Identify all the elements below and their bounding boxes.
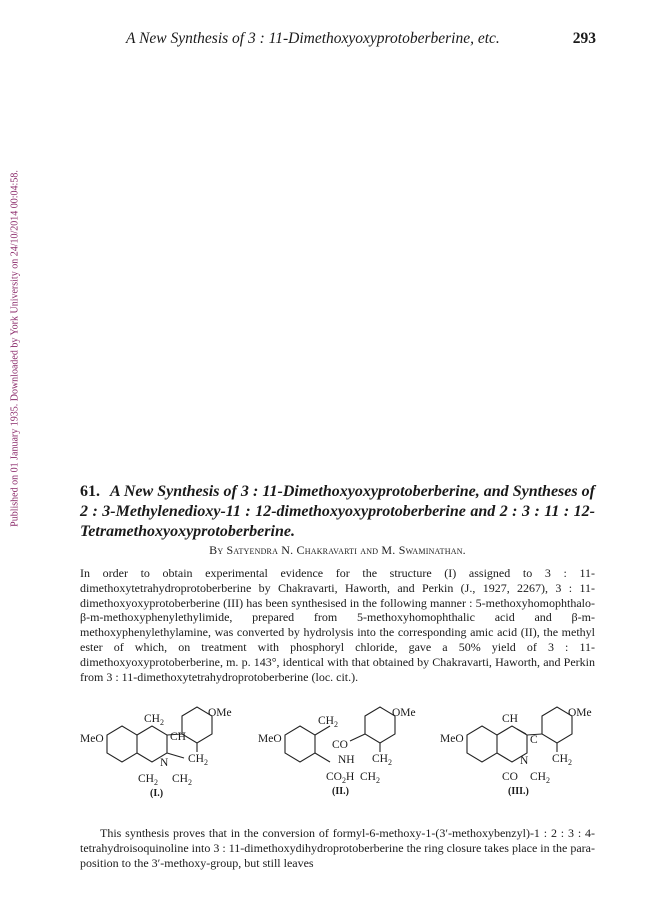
structure-III-n: N	[520, 755, 529, 767]
structure-III-label: (III.)	[508, 786, 529, 797]
structure-II-ch2-top	[318, 715, 338, 729]
structure-I-ch2-br-text: CH	[172, 773, 188, 785]
article-authors: By Satyendra N. Chakravarti and M. Swaminathan.	[209, 543, 466, 557]
structure-II-ch2-right	[372, 753, 392, 767]
structure-III-ome: OMe	[568, 707, 592, 719]
structure-I-ch2-bl-text: CH	[138, 773, 154, 785]
structure-II-bond	[315, 753, 330, 762]
structure-II-ring-left	[285, 726, 315, 762]
structure-II-co: CO	[332, 739, 348, 751]
structure-I-meo: MeO	[80, 733, 104, 745]
structure-III-ch: CH	[502, 713, 518, 725]
structure-I-ch2-bl	[138, 773, 158, 787]
structure-III-ch2-right	[552, 753, 572, 767]
structure-II-meo: MeO	[258, 733, 282, 745]
structure-III-co: CO	[502, 771, 518, 783]
structure-I	[80, 707, 232, 799]
structure-II-ch2-bottom-text: CH	[360, 771, 376, 783]
structure-I-ring-left	[107, 726, 137, 762]
structure-III-c: C	[530, 734, 538, 746]
structure-II-bond	[315, 726, 330, 735]
structure-III-meo: MeO	[440, 733, 464, 745]
structure-III-ch2-bottom-sub: 2	[545, 776, 550, 785]
structure-I-label: (I.)	[150, 788, 164, 799]
structure-II-ome: OMe	[392, 707, 416, 719]
article-title-text: A New Synthesis of 3 : 11-Dimethoxyoxyprotoberberine, and Syntheses of 2 : 3-Methylenedioxy-11 : 12-dimethoxyoxyprotoberberine and 2 : 3 : 11 : 12-Tetramethoxyoxyprotoberberine.	[80, 483, 595, 540]
structure-II	[258, 707, 416, 797]
structure-III-ch2-right-text: CH	[552, 753, 568, 765]
paragraph-intro: In order to obtain experimental evidence for the structure (I) assigned to 3 : 11-dimethoxytetrahydroprotoberberine by Chakravarti, Haworth, and Perkin (J., 1927, 2267), 3 : 11-dimethoxyoxyprotoberberine (III) has been synthesised in the following manner : 5-methoxyhomophthalo-β-m-methoxyphenylethylimide, prepared from 5-methoxyhomophthalic acid and β-m-methoxyphenylethylamine, was converted by hydrolysis into the corresponding amic acid (II), the methyl ester of which, on treatment with phosphoryl chloride, gave a 50% yield of 3 : 11-dimethoxyoxyprotoberberine, m. p. 143°, identical with that obtained by Chakravarti, Haworth, and Perkin from 3 : 11-dimethoxytetrahydroprotoberberine (loc. cit.).	[80, 566, 595, 684]
structure-I-ch2-br	[172, 773, 192, 787]
running-head-title: A New Synthesis of 3 : 11-Dimethoxyoxyprotoberberine, etc.	[126, 30, 500, 47]
structure-I-ch: CH	[170, 731, 186, 743]
structure-II-ch2-right-text: CH	[372, 753, 388, 765]
structure-III-ring-left	[467, 726, 497, 762]
structure-II-ring-right	[365, 707, 395, 743]
structure-I-n: N	[160, 757, 169, 769]
structure-II-co2h	[326, 771, 354, 785]
running-head	[126, 30, 596, 48]
structural-formulas	[80, 696, 600, 816]
structure-III-ch2-bottom-text: CH	[530, 771, 546, 783]
structure-I-ch2-right-text: CH	[188, 753, 204, 765]
structure-II-co2h-tail: H	[345, 771, 355, 783]
article-title	[80, 482, 595, 542]
structure-II-bond	[350, 734, 365, 741]
structure-I-ch2-right	[188, 753, 208, 767]
article-number: 61.	[80, 483, 100, 500]
download-notice-text: Published on 01 January 1935. Downloaded by York University on 24/10/2014 00:04:58.	[9, 170, 21, 527]
structure-I-ch2-bl-sub: 2	[153, 778, 158, 787]
structure-I-ch2-top	[144, 713, 164, 727]
structure-III	[440, 707, 592, 797]
structure-III-ch2-right-sub: 2	[567, 758, 572, 767]
structure-I-ch2-top-text: CH	[144, 713, 160, 725]
structure-II-nh: NH	[338, 754, 355, 766]
structure-II-ch2-bottom	[360, 771, 380, 785]
page-number: 293	[572, 30, 596, 47]
structure-I-ch2-top-sub: 2	[159, 718, 164, 727]
structure-II-co2h-text: CO	[326, 771, 342, 783]
structure-III-ch2-bottom	[530, 771, 550, 785]
structure-I-ch2-right-sub: 2	[203, 758, 208, 767]
structure-I-ome: OMe	[208, 707, 232, 719]
download-notice	[8, 150, 22, 550]
structure-III-double-bond	[517, 729, 526, 734]
structure-II-ch2-right-sub: 2	[387, 758, 392, 767]
structure-II-ch2-top-sub: 2	[333, 720, 338, 729]
structure-II-co2h-sub: 2	[341, 776, 346, 785]
structure-II-ch2-top-text: CH	[318, 715, 334, 727]
structure-II-label: (II.)	[332, 786, 349, 797]
structure-I-ch2-br-sub: 2	[187, 778, 192, 787]
paragraph-synthesis-proof: This synthesis proves that in the conversion of formyl-6-methoxy-1-(3′-methoxybenzyl)-1 : 2 : 3 : 4-tetrahydroisoquinoline into 3 : 11-dimethoxydihydroprotoberberine the ring closure takes place in the para-position to the 3′-methoxy-group, but still leaves	[80, 826, 595, 870]
structure-I-bond	[167, 753, 184, 758]
structure-II-ch2-bottom-sub: 2	[375, 776, 380, 785]
